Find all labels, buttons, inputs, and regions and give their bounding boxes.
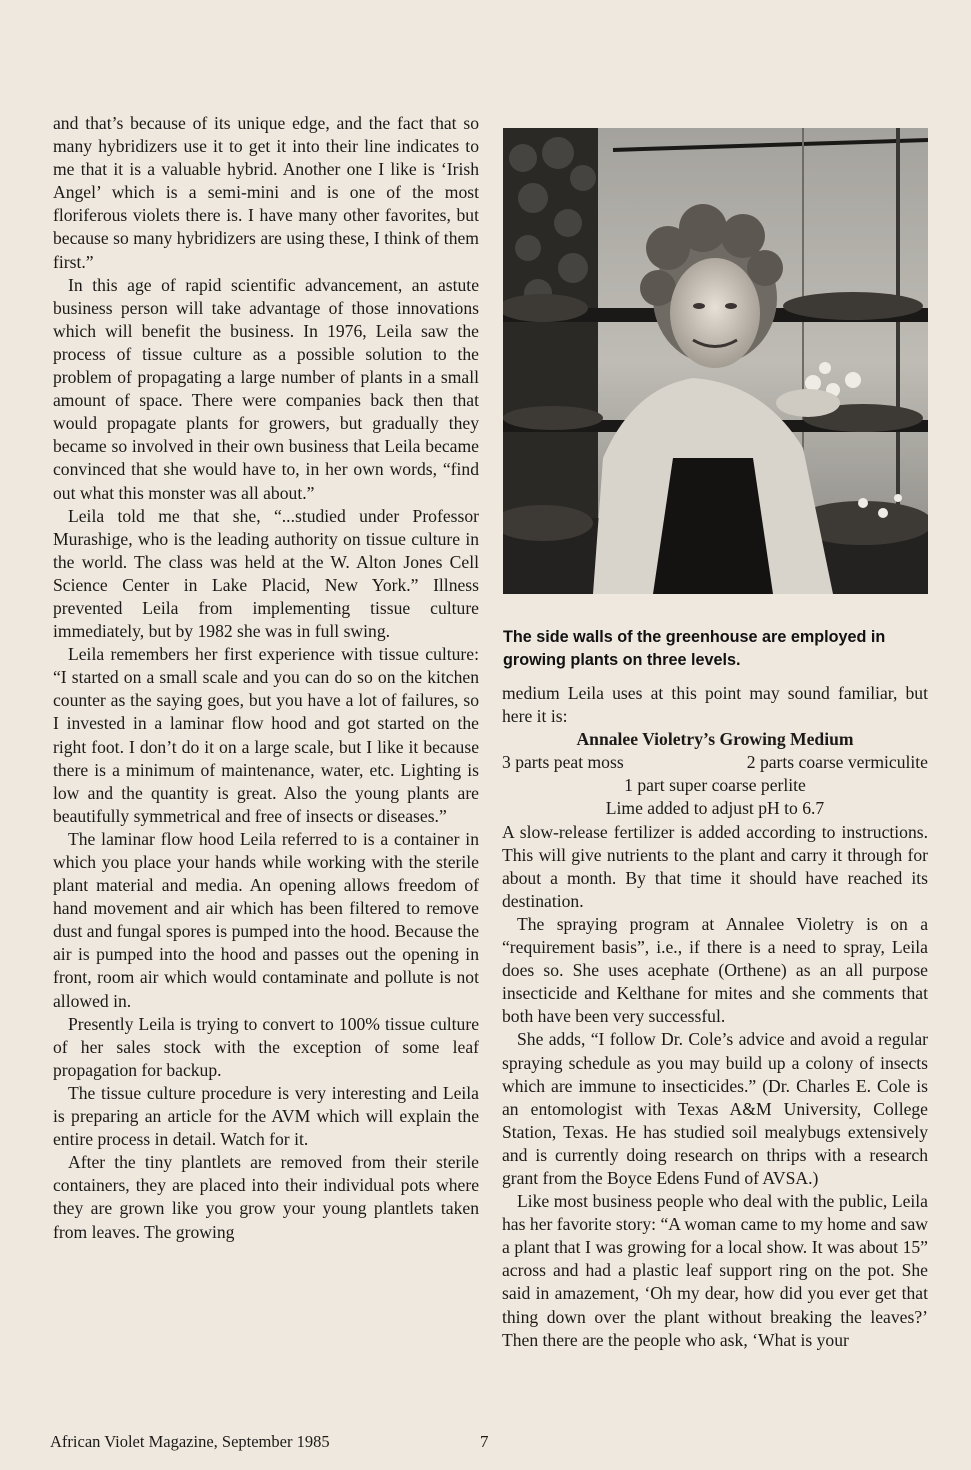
paragraph: The spraying program at Annalee Violetry is on a “requirement basis”, i.e., if there is a need to spray, Leila does so. She uses acephate (Orthene) as an all purpose insecticide and Kelthane for mites and she comments that both have been very successful. [502, 913, 928, 1027]
recipe-item: Lime added to adjust pH to 6.7 [605, 798, 825, 819]
recipe-item: 3 parts peat moss [502, 752, 624, 773]
publication-footer: African Violet Magazine, September 1985 [50, 1432, 330, 1451]
paragraph: medium Leila uses at this point may sound familiar, but here it is: [502, 683, 928, 727]
recipe-item: 1 part super coarse perlite [624, 775, 806, 796]
left-text-column [53, 112, 479, 1244]
recipe-item: 2 parts coarse vermiculite [746, 752, 928, 773]
paragraph: Leila told me that she, “...studied under Professor Murashige, who is the leading authority on tissue culture in the world. The class was held at the W. Alton Jones Cell Science Center in Lake Placid, New York.” Illness prevented Leila from implementing tissue culture immediately, but by 1982 she was in full swing. [53, 505, 479, 642]
growing-medium-recipe [502, 728, 928, 820]
paragraph: A slow-release fertilizer is added according to instructions. This will give nutrients to the plant and carry it through for about a month. By that time it should have reached its destination. [502, 821, 928, 911]
greenhouse-photo [503, 128, 928, 594]
paragraph: In this age of rapid scientific advancement, an astute business person will take advantage of those innovations which will benefit the business. In 1976, Leila saw the process of tissue culture as a possible solution to the problem of propagating a large number of plants in a small amount of space. There were companies back then that would propagate plants for growers, but gradually they became so involved in their own business that Leila became convinced that she would have to, in her own words, “find out what this monster was all about.” [53, 274, 479, 503]
right-text-column [502, 682, 928, 1352]
photo-caption: The side walls of the greenhouse are employed in growing plants on three levels. [503, 628, 886, 669]
page-number: 7 [480, 1432, 489, 1451]
paragraph: Like most business people who deal with the public, Leila has her favorite story: “A woman came to my home and saw a plant that I was growing for a local show. It was about 15” across and had a plastic leaf support ring on the pot. She said in amazement, ‘Oh my dear, how did you ever get that thing down over the plant without breaking the leaves?’ Then there are the people who ask, ‘What is your [502, 1191, 928, 1350]
paragraph: She adds, “I follow Dr. Cole’s advice and avoid a regular spraying schedule as you may build up a colony of insects which are immune to insecticides.” (Dr. Charles E. Cole is an entomologist with Texas A&M University, College Station, Texas. He has studied soil mealybugs extensively and is currently doing research on thrips with a research grant from the Boyce Edens Fund of AVSA.) [502, 1029, 928, 1188]
paragraph: After the tiny plantlets are removed from their sterile containers, they are placed into their individual pots where they are grown like you grow your young plantlets taken from leaves. The growing [53, 1152, 479, 1242]
recipe-title: Annalee Violetry’s Growing Medium [576, 729, 854, 750]
paragraph: Presently Leila is trying to convert to 100% tissue culture of her sales stock with the exception of some leaf propagation for backup. [53, 1013, 479, 1080]
paragraph: and that’s because of its unique edge, and the fact that so many hybridizers use it to get it into their line indicates to me that it is a valuable hybrid. Another one I like is ‘Irish Angel’ which is a semi-mini and is one of the most floriferous violets there is. I have many other favorites, but because so many hybridizers are using these, I think of them first.” [53, 113, 479, 272]
paragraph: The laminar flow hood Leila referred to is a container in which you place your hands while working with the sterile plant material and media. An opening allows freedom of hand movement and air which has been filtered to remove dust and fungal spores is pumped into the hood. Because the air is pumped into the hood and passes out the opening in front, room air which would contaminate and pollute is not allowed in. [53, 828, 479, 1011]
greenhouse-photo-illustration [503, 128, 928, 594]
paragraph: Leila remembers her first experience with tissue culture: “I started on a small scale and you can do so on the kitchen counter as the saying goes, but you have a lot of failures, so I invested in a laminar flow hood and got started on the right foot. I don’t do it on a large scale, but I like it because there is a minimum of maintenance, water, etc. Lighting is low and the quantity is great. Also the young plants are beautifully symmetrical and free of insects or diseases.” [53, 644, 479, 826]
paragraph: The tissue culture procedure is very interesting and Leila is preparing an article for the AVM which will explain the entire process in detail. Watch for it. [53, 1082, 479, 1150]
recipe-row [502, 751, 928, 774]
